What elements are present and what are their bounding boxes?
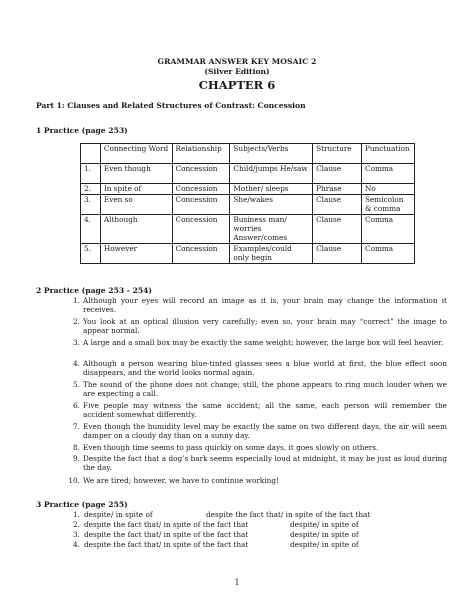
item-number: 1.	[73, 296, 80, 305]
table-cell: Concession	[172, 184, 230, 195]
table-row	[81, 184, 415, 195]
table-cell: Concession	[172, 244, 230, 264]
item-text: A large and a small box may be exactly the same weight; however, the large box will feel heavier.	[83, 338, 444, 347]
item-number: 3.	[73, 338, 80, 347]
part-title: Part 1: Clauses and Related Structures of Contrast: Concession	[36, 101, 306, 110]
item-text: You look at an optical illusion very carefully; even so, your brain may “correct” the image to appear normal.	[83, 317, 447, 335]
table-cell: Clause	[313, 215, 362, 244]
table-header-cell: Connecting Word	[100, 144, 172, 164]
table-header-cell: Punctuation	[361, 144, 414, 164]
table-cell: Examples/could only begin	[230, 244, 313, 264]
answer-b: despite the fact that/ in spite of the fact that	[206, 510, 371, 519]
doc-edition: (Silver Edition)	[204, 67, 270, 76]
table-header-cell: Subjects/Verbs	[230, 144, 313, 164]
item-text: We are tired; however, we have to continue working!	[83, 476, 279, 485]
item-number: 10.	[68, 476, 80, 485]
table-header-row	[81, 144, 415, 164]
table-cell: Even so	[100, 195, 172, 215]
table-cell: Clause	[313, 244, 362, 264]
table-cell: Concession	[172, 164, 230, 184]
item-text: The sound of the phone does not change; still, the phone appears to ring much louder when we are expecting a call.	[83, 380, 447, 398]
item-number: 8.	[73, 443, 80, 452]
item-number: 4.	[73, 540, 80, 549]
concession-table	[80, 143, 415, 264]
answer-a: despite/ in spite of	[84, 510, 153, 519]
item-text: Despite the fact that a dog’s bark seems especially loud at midnight, it may be just as loud during the day.	[83, 454, 447, 472]
table-cell: 5.	[81, 244, 101, 264]
answer-a: despite the fact that/ in spite of the fact that	[84, 520, 249, 529]
table-row	[81, 244, 415, 264]
item-number: 6.	[73, 401, 80, 410]
practice2-title: 2 Practice (page 253 - 254)	[36, 286, 153, 295]
table-header-cell: Structure	[313, 144, 362, 164]
table-cell: Business man/ worries Answer/comes	[230, 215, 313, 244]
table-cell: Phrase	[313, 184, 362, 195]
answer-a: despite the fact that/ in spite of the fact that	[84, 530, 249, 539]
item-text: Although a person wearing blue-tinted glasses sees a blue world at first, the blue effect soon disappears, and the world looks normal again.	[83, 359, 447, 377]
answer-b: despite/ in spite of	[290, 520, 359, 529]
table-cell: 3.	[81, 195, 101, 215]
table-cell: In spite of	[100, 184, 172, 195]
item-text: Even though time seems to pass quickly on some days, it goes slowly on others.	[83, 443, 379, 452]
doc-title: GRAMMAR ANSWER KEY MOSAIC 2	[157, 57, 317, 66]
table-cell: 4.	[81, 215, 101, 244]
item-number: 3.	[73, 530, 80, 539]
table-cell: Clause	[313, 195, 362, 215]
table-cell: Semicolon & comma	[361, 195, 414, 215]
table-cell: Although	[100, 215, 172, 244]
item-text: Even though the humidity level may be exactly the same on two different days, the air will seem damper on a cloudy day than on a sunny day.	[83, 422, 447, 440]
table-cell: Concession	[172, 195, 230, 215]
practice1-title: 1 Practice (page 253)	[36, 126, 128, 135]
table-cell: No	[361, 184, 414, 195]
table-cell: 1.	[81, 164, 101, 184]
item-number: 7.	[73, 422, 80, 431]
table-cell: Mother/ sleeps	[230, 184, 313, 195]
table-cell: She/wakes	[230, 195, 313, 215]
item-text: Five people may witness the same accident; all the same, each person will remember the accident somewhat differently.	[83, 401, 447, 419]
item-number: 5.	[73, 380, 80, 389]
chapter-heading: CHAPTER 6	[198, 78, 276, 92]
answer-a: despite the fact that/ in spite of the fact that	[84, 540, 249, 549]
table-cell: Comma	[361, 164, 414, 184]
table-row	[81, 195, 415, 215]
item-number: 2.	[73, 317, 80, 326]
table-header-cell: Relationship	[172, 144, 230, 164]
table-row	[81, 215, 415, 244]
table-cell: Even though	[100, 164, 172, 184]
table-row	[81, 164, 415, 184]
table-header-cell	[81, 144, 101, 164]
table-cell: Concession	[172, 215, 230, 244]
table-cell: Clause	[313, 164, 362, 184]
table-cell: Child/jumps He/saw	[230, 164, 313, 184]
item-number: 9.	[73, 454, 80, 463]
item-text: Although your eyes will record an image as it is, your brain may change the information it receives.	[83, 296, 447, 314]
table-cell: However	[100, 244, 172, 264]
item-number: 1.	[73, 510, 80, 519]
item-number: 2.	[73, 520, 80, 529]
table-cell: 2.	[81, 184, 101, 195]
practice3-title: 3 Practice (page 255)	[36, 500, 128, 509]
table-cell: Comma	[361, 215, 414, 244]
table-cell: Comma	[361, 244, 414, 264]
answer-b: despite/ in spite of	[290, 540, 359, 549]
answer-b: despite/ in spite of	[290, 530, 359, 539]
item-number: 4.	[73, 359, 80, 368]
page-number: 1	[234, 578, 240, 587]
